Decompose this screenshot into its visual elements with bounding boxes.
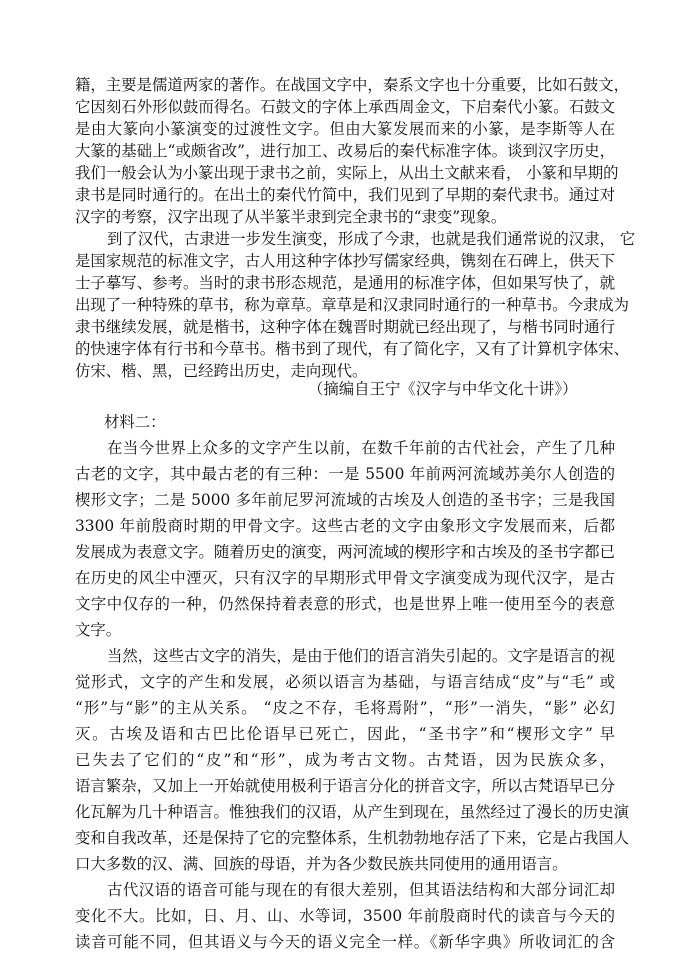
paragraph-line: 楔形文字；二是 5000 多年前尼罗河流域的古埃及人创造的圣书字；三是我国 [75,491,615,509]
paragraph-line: 古老的文字，其中最古老的有三种：一是 5500 年前两河流域苏美尔人创造的 [75,465,615,483]
paragraph-line: 变和自我改革，还是保持了它的完整体系，生机勃勃地存活了下来，它是占我国人 [75,829,630,847]
paragraph-line: 语言繁杂，又加上一开始就使用极利于语言分化的拼音文字，所以古梵语早已分 [75,777,615,795]
paragraph-line: 读音可能不同，但其语义与今天的语义完全一样。《新华字典》所收词汇的含 [75,933,615,951]
paragraph-line: 是国家规范的标准文字，古人用这种字体抄写儒家经典，镌刻在石碑上，供天下 [75,252,615,270]
paragraph-line: 3300 年前殷商时期的甲骨文字。这些古老的文字由象形文字发展而来，后都 [75,517,615,535]
paragraph-line: 大篆的基础上“或颇省改”，进行加工、改易后的秦代标准字体。谈到汉字历史， [75,142,615,160]
paragraph-line: 化瓦解为几十种语言。惟独我们的汉语，从产生到现在，虽然经过了漫长的历史演 [75,803,630,821]
source-citation: （摘编自王宁《汉字与中华文化十讲》） [308,380,578,398]
paragraph-line: 仿宋、楷、黑，已经跨出历史，走向现代。 [75,362,368,380]
paragraph-line: 文字中仅存的一种，仍然保持着表意的形式，也是世界上唯一使用至今的表意 [75,595,615,613]
paragraph-line: 士子摹写、参考。当时的隶书形态规范，是通用的标准字体，但如果写快了，就 [75,274,615,292]
paragraph-line: 是由大篆向小篆演变的过渡性文字。但由大篆发展而来的小篆，是李斯等人在 [75,120,615,138]
paragraph-line: 在当今世界上众多的文字产生以前，在数千年前的古代社会，产生了几种 [107,439,615,457]
paragraph-line: 觉形式，文字的产生和发展，必须以语言为基础，与语言结成“皮”与“毛” 或 [75,673,615,691]
paragraph-line: 口大多数的汉、满、回族的母语，并为各少数民族共同使用的通用语言。 [75,855,568,873]
paragraph-line: 籍，主要是儒道两家的著作。在战国文字中，秦系文字也十分重要，比如石鼓文， [75,76,630,94]
paragraph-line: 汉字的考察，汉字出现了从半篆半隶到完全隶书的“隶变”现象。 [75,208,507,226]
paragraph-line: 的快速字体有行书和今草书。楷书到了现代，有了简化字，又有了计算机字体宋、 [75,340,630,358]
paragraph-line: 到了汉代，古隶进一步发生演变，形成了今隶，也就是我们通常说的汉隶， 它 [107,230,636,248]
paragraph-line: 变化不大。比如，日、月、山、水等词，3500 年前殷商时代的读音与今天的 [75,907,615,925]
paragraph-line: 我们一般会认为小篆出现于隶书之前，实际上，从出土文献来看， 小篆和早期的 [75,164,619,182]
paragraph-line: 发展成为表意文字。随着历史的演变，两河流域的楔形字和古埃及的圣书字都已 [75,543,615,561]
paragraph-line: 古代汉语的语音可能与现在的有很大差别，但其语法结构和大部分词汇却 [107,881,615,899]
paragraph-line: 它因刻石外形似鼓而得名。石鼓文的字体上承西周金文，下启秦代小篆。石鼓文 [75,98,615,116]
paragraph-line: 灭。古埃及语和古巴比伦语早已死亡，因此，“圣书字”和“楔形文字” 早 [75,725,615,743]
paragraph-line: 当然，这些古文字的消失，是由于他们的语言消失引起的。文字是语言的视 [107,647,615,665]
paragraph-line: “形”与“影”的主从关系。 “皮之不存，毛将焉附”，“形”一消失，“影” 必幻 [75,699,615,717]
paragraph-line: 隶书是同时通行的。在出土的秦代竹简中，我们见到了早期的秦代隶书。通过对 [75,186,615,204]
paragraph-line: 在历史的风尘中湮灭，只有汉字的早期形式甲骨文字演变成为现代汉字，是古 [75,569,615,587]
paragraph-line: 文字。 [75,621,122,639]
paragraph-line: 隶书继续发展，就是楷书，这种字体在魏晋时期就已经出现了，与楷书同时通行 [75,318,615,336]
section-heading: 材料二： [104,413,166,431]
paragraph-line: 出现了一种特殊的草书，称为章草。章草是和汉隶同时通行的一种草书。今隶成为 [75,296,630,314]
paragraph-line: 已失去了它们的“皮”和“形”，成为考古文物。古梵语，因为民族众多， [75,751,615,769]
